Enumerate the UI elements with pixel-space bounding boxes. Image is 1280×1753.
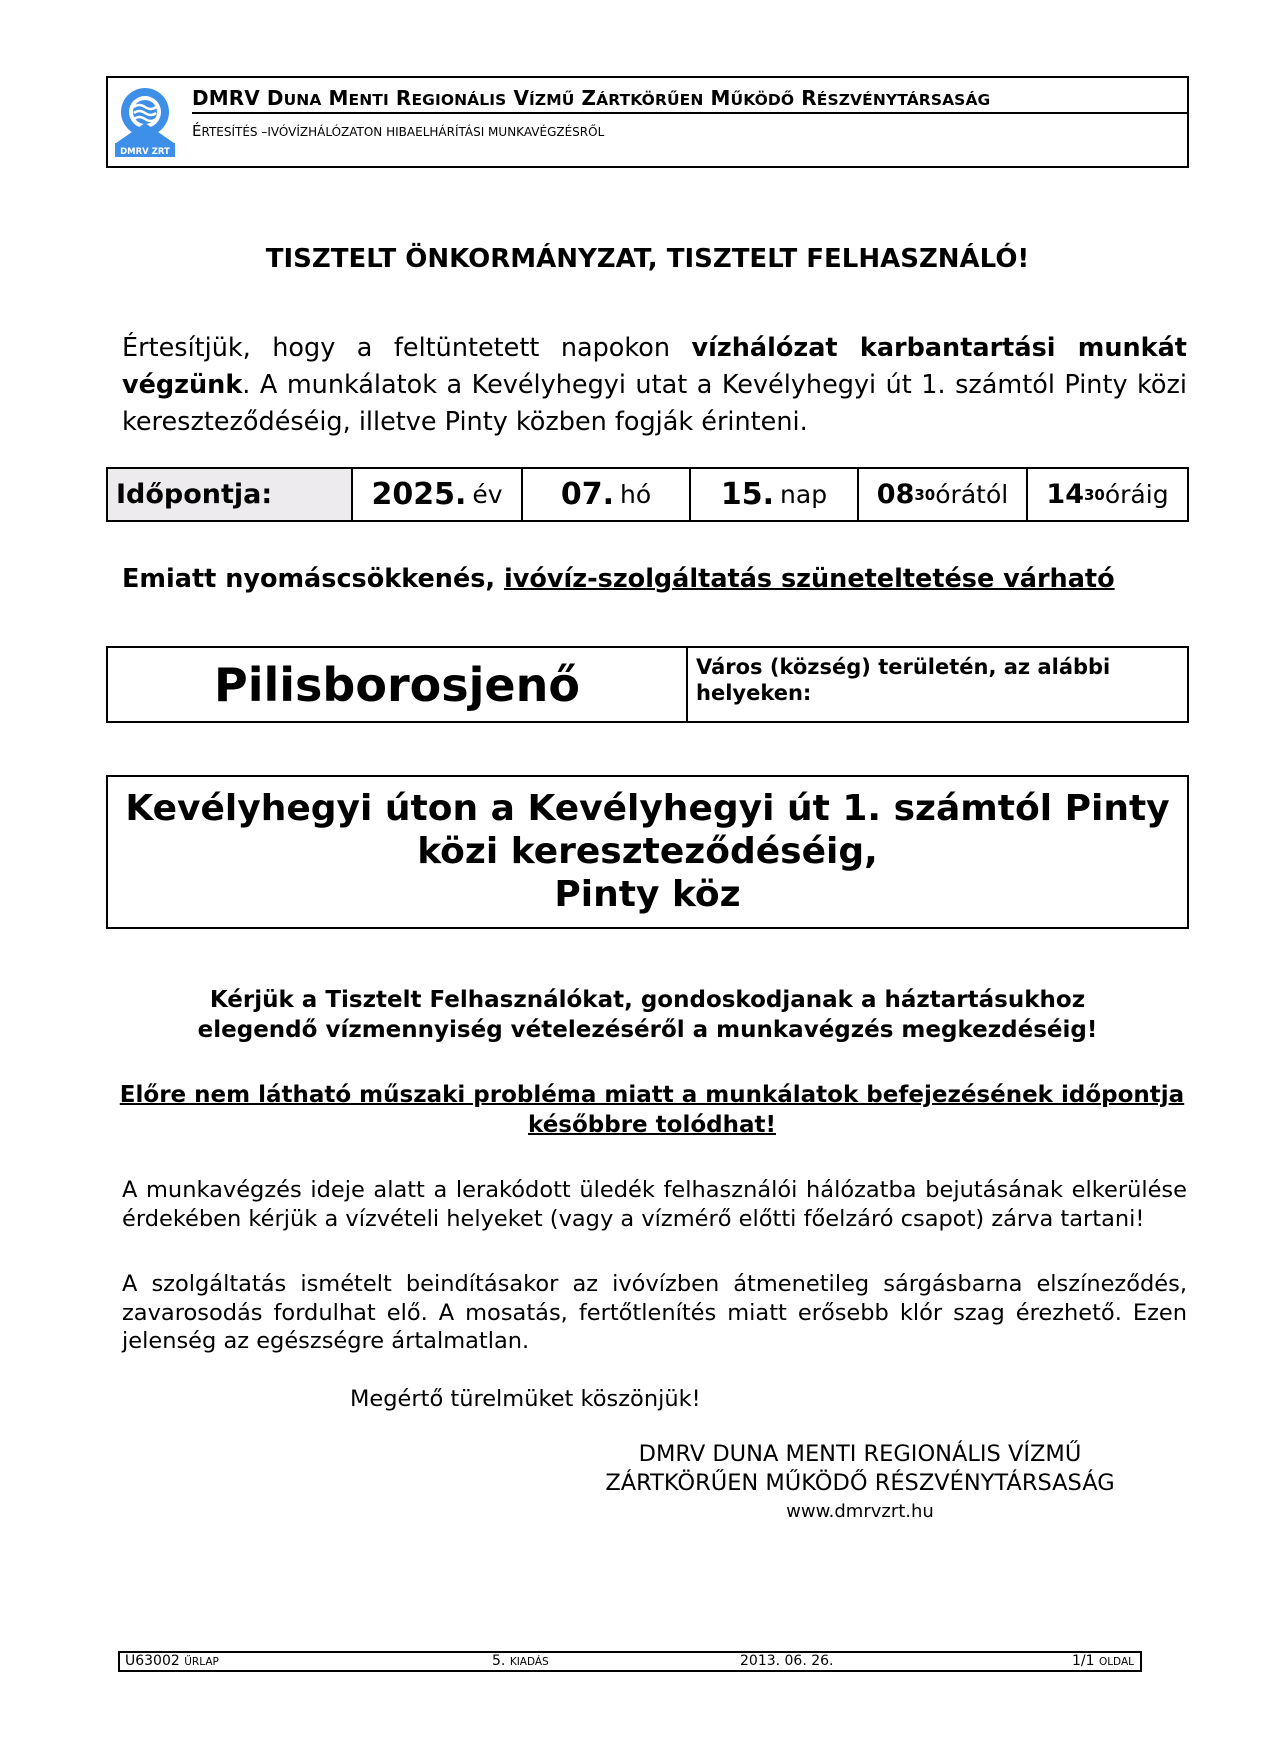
schedule-month: 07. hó: [523, 469, 691, 520]
title-word: RÉSZVÉNYTÁRSASÁG: [801, 86, 991, 110]
title-word: DUNA: [266, 86, 322, 110]
locations-box: [106, 775, 1189, 929]
title-word: VÍZMŰ: [513, 86, 575, 110]
website-link[interactable]: www.dmrvzrt.hu: [786, 1501, 934, 1522]
form-footer: [118, 1651, 1142, 1672]
form-code: Ü63002 ŰRLAP: [125, 1653, 219, 1669]
svg-text:DMRV ZRT: DMRV ZRT: [120, 147, 170, 157]
schedule-day: 15. nap: [691, 469, 859, 520]
greeting-heading: TISZTELT ÖNKORMÁNYZAT, TISZTELT FELHASZNÁLÓ!: [265, 244, 1030, 274]
schedule-label: Időpontja:: [108, 469, 353, 520]
location-line: közi kereszteződéséig,: [417, 831, 878, 872]
schedule-start-time: 08 30 órától: [859, 469, 1028, 520]
title-word: REGIONÁLIS: [395, 86, 507, 110]
page-number: 1/1 OLDAL: [1071, 1653, 1134, 1669]
request-line: elegendő vízmennyiség vételezéséről a munkavégzés megkezdéséig!: [197, 1017, 1098, 1043]
city-label: Város (község) területén, az alábbi helyeken:: [696, 655, 1111, 705]
document-subtitle: ÉRTESÍTÉS –IVÓVÍZHÁLÓZATON HIBAELHÁRÍTÁSI MUNKAVÉGZÉSRŐL: [192, 122, 605, 140]
signature-line-1: DMRV DUNA MENTI REGIONÁLIS VÍZMŰ: [638, 1441, 1082, 1467]
city-name: Pilisborosjenő: [108, 648, 688, 721]
warning-line: Előre nem látható műszaki probléma miatt a munkálatok befejezésének időpontja: [119, 1082, 1185, 1108]
service-interruption-notice: Emiatt nyomáscsökkenés, ivóvíz-szolgáltatás szüneteltetése várható: [122, 564, 1115, 594]
title-word: MŰKÖDŐ: [710, 86, 795, 110]
signature-line-2: ZÁRTKÖRŰEN MŰKÖDŐ RÉSZVÉNYTÁRSASÁG: [605, 1470, 1115, 1496]
thanks-text: Megértő türelmüket köszönjük!: [350, 1386, 701, 1412]
request-line: Kérjük a Tisztelt Felhasználókat, gondoskodjanak a háztartásukhoz: [209, 987, 1086, 1013]
delay-warning: [115, 1080, 1189, 1140]
document-header: [106, 76, 1189, 168]
signature-block: [580, 1440, 1140, 1525]
schedule-table: [106, 467, 1189, 522]
warning-line: későbbre tolódhat!: [528, 1112, 776, 1138]
sediment-paragraph: A munkavégzés ideje alatt a lerakódott üledék felhasználói hálózatba bejutásának elkerülése érdekében kérjük a vízvételi helyeket (vagy a vízmérő előtti főelzáró csapot) zárva tartani!: [122, 1177, 1187, 1232]
intro-paragraph: Értesítjük, hogy a feltüntetett napokon vízhálózat karbantartási munkát végzünk. A munkálatok a Kevélyhegyi utat a Kevélyhegyi út 1. számtól Pinty közi kereszteződéséig, illetve Pinty közben fogják érinteni.: [122, 333, 1187, 437]
company-title: [192, 84, 1187, 114]
location-line: Kevélyhegyi úton a Kevélyhegyi út 1. számtól Pinty: [125, 788, 1170, 829]
form-date: 2013. 06. 26.: [740, 1653, 834, 1669]
title-word: DMRV: [192, 86, 260, 110]
schedule-end-time: 14 30 óráig: [1046, 479, 1169, 510]
city-box: [106, 646, 1189, 723]
water-storage-request: [106, 985, 1189, 1045]
schedule-year: 2025. év: [353, 469, 523, 520]
location-line: Pinty köz: [554, 874, 741, 915]
title-word: ZÁRTKÖRŰEN: [581, 86, 704, 110]
edition: 5. KIADÁS: [492, 1653, 549, 1669]
discoloration-paragraph: A szolgáltatás ismételt beindításakor az ivóvízben átmenetileg sárgásbarna elszíneződés, zavarosodás fordulhat elő. A mosatás, fertőtlenítés miatt erősebb klór szag érezhető. Ezen jelenség az egészségre ártalmatlan.: [122, 1271, 1187, 1354]
title-word: MENTI: [328, 86, 389, 110]
dmrv-logo-icon: [114, 85, 176, 159]
